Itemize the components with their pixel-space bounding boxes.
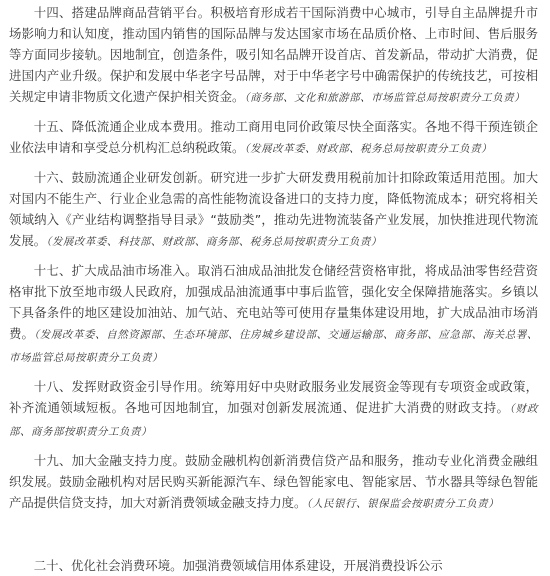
paragraph-text: 十八、发挥财政资金引导作用。统筹用好中央财政服务业发展资金等现有专项资金或政策，补齐流通领域短板。各地可因地制宜，加强对创新发展流通、促进扩大消费的财政支持。 — [9, 379, 538, 415]
responsible-departments: （发展改革委、财政部、税务总局按职责分工负责） — [244, 143, 493, 155]
paragraph-19 — [9, 450, 538, 515]
paragraph-15 — [9, 116, 538, 160]
paragraph-18 — [9, 376, 538, 443]
responsible-departments: （商务部、文化和旅游部、市场监管总局按职责分工负责） — [244, 92, 526, 104]
paragraph-text: 十九、加大金融支持力度。鼓励金融机构创新消费信贷产品和服务，推动专业化消费金融组织发展。鼓励金融机构对居民购买新能源汽车、绿色智能家电、智能家居、节水器具等绿色智能产品提供信贷支持，加大对新消费领域金融支持力度。 — [9, 453, 538, 510]
paragraph-16 — [9, 167, 538, 253]
paragraph-17 — [9, 260, 538, 369]
paragraph-14 — [9, 2, 538, 109]
responsible-departments: （发展改革委、自然资源部、生态环境部、住房城乡建设部、交通运输部、商务部、应急部、海关总署、市场监管总局按职责分工负责） — [9, 329, 539, 364]
responsible-departments: （人民银行、银保监会按职责分工负责） — [306, 498, 500, 510]
paragraph-text: 十六、鼓励流通企业研发创新。研究进一步扩大研发费用税前加计扣除政策适用范围。加大对国内不能生产、行业企业急需的高性能物流设备进口的支持力度，降低物流成本；研究将相关领域纳入《产业结构调整指导目录》“鼓励类”，推动先进物流装备产业发展，加快推进现代物流发展。 — [9, 170, 538, 248]
responsible-departments: （财政部、商务部按职责分工负责） — [9, 403, 539, 438]
paragraph-text: 十七、扩大成品油市场准入。取消石油成品油批发仓储经营资格审批，将成品油零售经营资格审批下放至地市级人民政府，加强成品油流通事中事后监管，强化安全保障措施落实。乡镇以下具备条件的地区建设加油站、加气站、充电站等可使用存量集体建设用地，扩大成品油市场消费。 — [9, 263, 538, 341]
cutoff-line: 二十、优化社会消费环境。加强消费领域信用体系建设，开展消费投诉公示 — [33, 558, 443, 573]
paragraph-text: 十五、降低流通企业成本费用。推动工商用电同价政策尽快全面落实。各地不得干预连锁企业依法申请和享受总分机构汇总纳税政策。 — [9, 119, 538, 155]
paragraph-text: 十四、搭建品牌商品营销平台。积极培育形成若干国际消费中心城市，引导自主品牌提升市场影响力和认知度，推动国内销售的国际品牌与发达国家市场在品质价格、上市时间、售后服务等方面同步接轨。因地制宜，创造条件，吸引知名品牌开设首店、首发新品，带动扩大消费，促进国内产业升级。保护和发展中华老字号品牌，对于中华老字号中确需保护的传统技艺，可按相关规定申请非物质文化遗产保护相关资金。 — [9, 5, 538, 104]
responsible-departments: （发展改革委、科技部、财政部、商务部、税务总局按职责分工负责） — [46, 236, 382, 248]
